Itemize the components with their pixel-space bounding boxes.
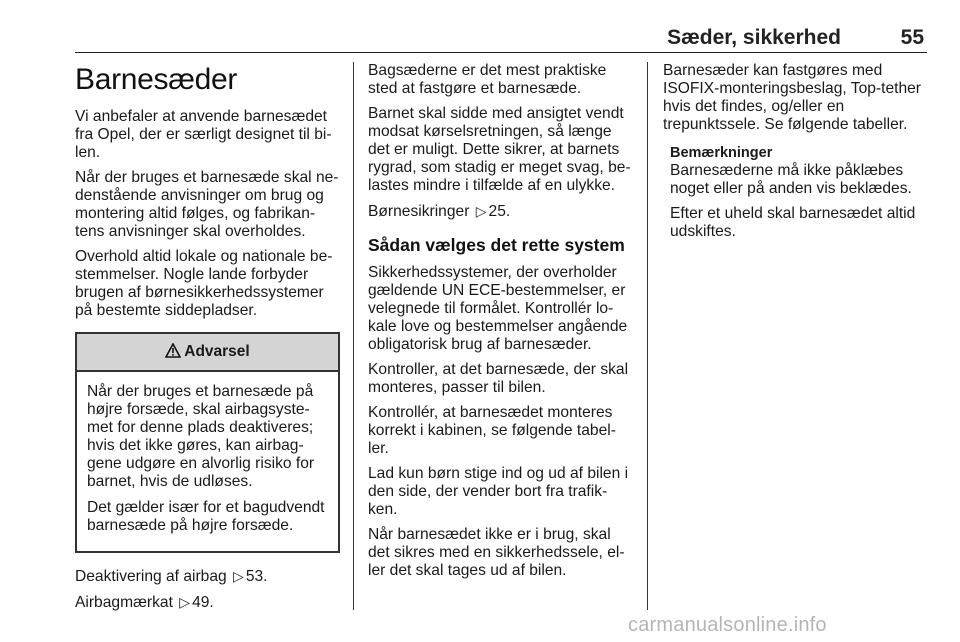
warning-title: Advarsel	[184, 343, 250, 360]
page-number: 55	[900, 26, 924, 49]
ref-arrow-icon: ▷	[179, 594, 191, 610]
paragraph: Når barnesædet ikke er i brug, skal det sikres med en sikkerhedssele, el-ler det skal tages ud af bilen.	[368, 526, 625, 579]
warning-paragraph: Når der bruges et barnesæde på højre forsæde, skal airbagsyste-met for denne plads deaktiveres; hvis det ikke gøres, kan airbag-gene udgøre en alvorlig risiko for barnet, hvis de udløses.	[87, 383, 315, 490]
paragraph: Barnesæder kan fastgøres med ISOFIX-monteringsbeslag, Top-tether hvis det findes, og/eller en trepunktssele. Se følgende tabeller.	[663, 62, 921, 133]
ref-arrow-icon: ▷	[475, 203, 487, 219]
paragraph: Overhold altid lokale og nationale be-stemmelser. Nogle lande forbyder brugen af børnesikkerhedssystemer på bestemte siddepladser.	[75, 248, 333, 319]
paragraph: Sikkerhedssystemer, der overholder gældende UN ECE-bestemmelser, er velegnede til formålet. Kontrollér lo-kale love og bestemmelser angående obligatorisk brug af barnesæder.	[368, 264, 628, 353]
column-divider-1	[353, 62, 354, 610]
warning-box	[75, 332, 340, 553]
section-title: Sæder, sikkerhed	[667, 26, 841, 49]
column-2	[368, 62, 634, 587]
paragraph: Kontrollér, at barnesædet monteres korrekt i kabinen, se følgende tabel-ler.	[368, 404, 616, 457]
page-header	[75, 0, 927, 53]
paragraph: Bagsæderne er det mest praktiske sted at fastgøre et barnesæde.	[368, 62, 607, 97]
page-heading: Barnesæder	[75, 63, 238, 96]
note-paragraph: Efter et uheld skal barnesædet altid udskiftes.	[670, 205, 916, 240]
cross-reference[interactable]: Airbagmærkat ▷ 49.	[75, 594, 214, 611]
cross-reference[interactable]: Børnesikringer ▷ 25.	[368, 203, 511, 220]
paragraph: Vi anbefaler at anvende barnesædet fra Opel, der er særligt designet til bi-len.	[75, 108, 332, 161]
column-divider-2	[647, 62, 648, 610]
paragraph: Lad kun børn stige ind og ud af bilen i den side, der vender bort fra trafik-ken.	[368, 465, 629, 518]
warning-paragraph: Det gælder især for et bagudvendt barnesæde på højre forsæde.	[87, 499, 325, 534]
subheading: Sådan vælges det rette system	[368, 235, 625, 255]
note-paragraph: Barnesæderne må ikke påklæbes noget eller på anden vis beklædes.	[670, 162, 912, 197]
note-block	[663, 144, 929, 241]
warning-header	[77, 334, 338, 372]
column-1	[75, 62, 340, 619]
cross-reference[interactable]: Deaktivering af airbag ▷ 53.	[75, 568, 268, 585]
note-heading: Bemærkninger	[670, 145, 773, 161]
watermark: carmanualsonline.info	[628, 614, 827, 636]
warning-body	[77, 372, 338, 551]
warning-triangle-icon	[165, 336, 181, 372]
paragraph: Kontroller, at det barnesæde, der skal monteres, passer til bilen.	[368, 361, 629, 396]
paragraph: Når der bruges et barnesæde skal ne-denstående anvisninger om brug og montering altid følges, og fabrikan-tens anvisninger skal overholdes.	[75, 169, 339, 240]
column-3	[663, 62, 929, 248]
ref-arrow-icon: ▷	[233, 568, 244, 584]
paragraph: Barnet skal sidde med ansigtet vendt modsat kørselsretningen, så længe det er muligt. Dette sikrer, at barnets rygrad, som stadig er meget svag, be-lastes mindre i tilfælde af en ulykke.	[368, 105, 631, 194]
